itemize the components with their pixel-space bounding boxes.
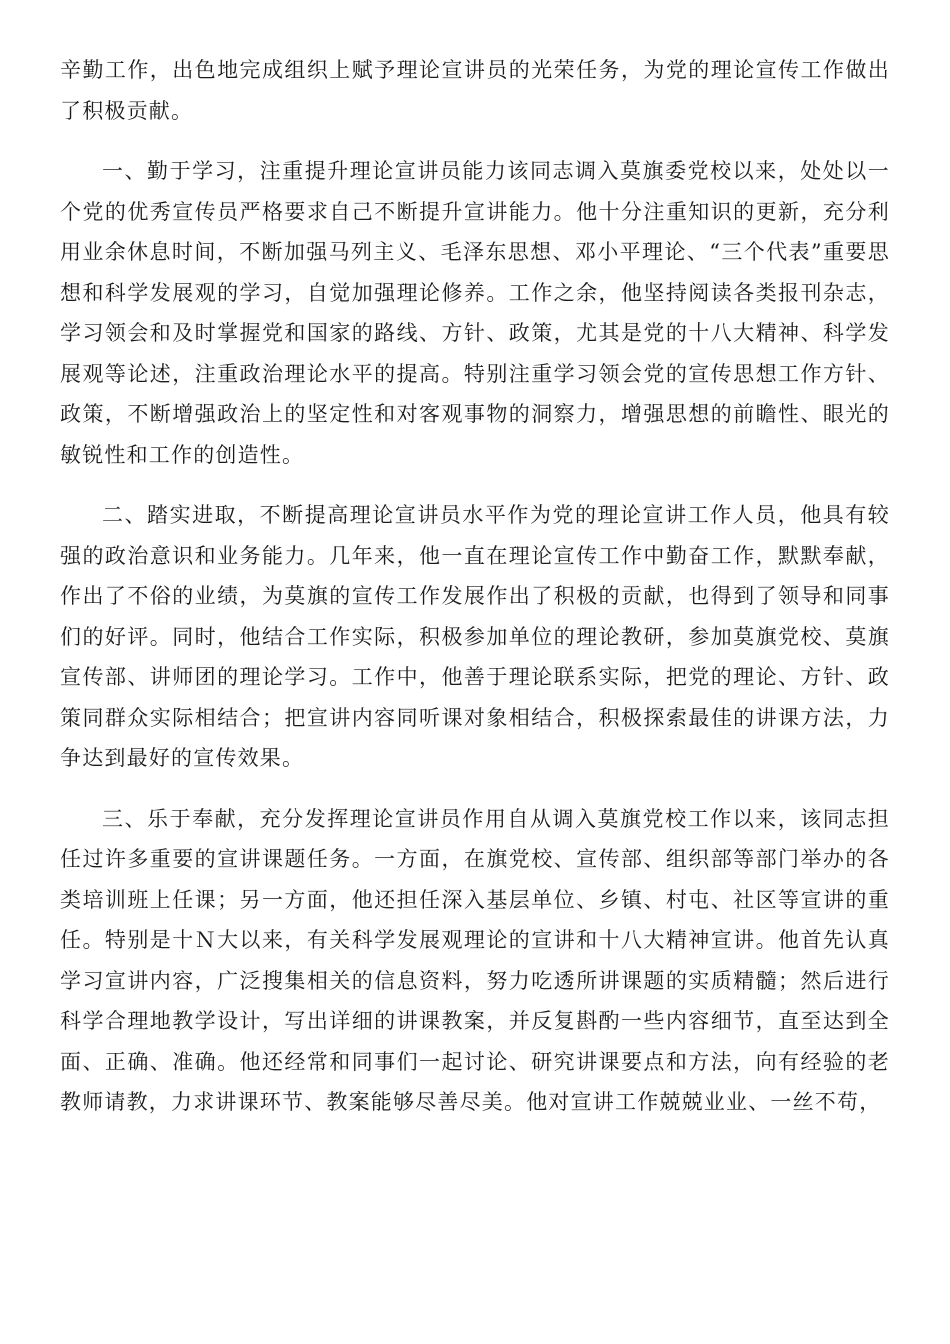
paragraph-gap [60,475,890,495]
paragraph-gap [60,779,890,799]
paragraph-section-3: 三、乐于奉献，充分发挥理论宣讲员作用自从调入莫旗党校工作以来，该同志担任过许多重要的宣讲课题任务。一方面，在旗党校、宣传部、组织部等部门举办的各类培训班上任课；另一方面，他还担任深入基层单位、乡镇、村屯、社区等宣讲的重任。特别是十Ｎ大以来，有关科学发展观理论的宣讲和十八大精神宣讲。他首先认真学习宣讲内容，广泛搜集相关的信息资料，努力吃透所讲课题的实质精髓；然后进行科学合理地教学设计，写出详细的讲课教案，并反复斟酌一些内容细节，直至达到全面、正确、准确。他还经常和同事们一起讨论、研究讲课要点和方法，向有经验的老教师请教，力求讲课环节、教案能够尽善尽美。他对宣讲工作兢兢业业、一丝不苟， [60,806,890,1114]
paragraph-gap [60,131,890,151]
paragraph-section-2: 二、踏实进取，不断提高理论宣讲员水平作为党的理论宣讲工作人员，他具有较强的政治意识和业务能力。几年来，他一直在理论宣传工作中勤奋工作，默默奉献，作出了不俗的业绩，为莫旗的宣传工作发展作出了积极的贡献，也得到了领导和同事们的好评。同时，他结合工作实际，积极参加单位的理论教研，参加莫旗党校、莫旗宣传部、讲师团的理论学习。工作中，他善于理论联系实际，把党的理论、方针、政策同群众实际相结合；把宣讲内容同听课对象相结合，积极探索最佳的讲课方法，力争达到最好的宣传效果。 [60,503,890,770]
paragraph-section-1: 一、勤于学习，注重提升理论宣讲员能力该同志调入莫旗委党校以来，处处以一个党的优秀宣传员严格要求自己不断提升宣讲能力。他十分注重知识的更新，充分利用业余休息时间，不断加强马列主义、毛泽东思想、邓小平理论、“三个代表”重要思想和科学发展观的学习，自觉加强理论修养。工作之余，他坚持阅读各类报刊杂志，学习领会和及时掌握党和国家的路线、方针、政策，尤其是党的十八大精神、科学发展观等论述，注重政治理论水平的提高。特别注重学习领会党的宣传思想工作方针、政策，不断增强政治上的坚定性和对客观事物的洞察力，增强思想的前瞻性、眼光的敏锐性和工作的创造性。 [60,159,890,467]
paragraph-continuation: 辛勤工作，出色地完成组织上赋予理论宣讲员的光荣任务，为党的理论宣传工作做出了积极贡献。 [60,58,890,123]
